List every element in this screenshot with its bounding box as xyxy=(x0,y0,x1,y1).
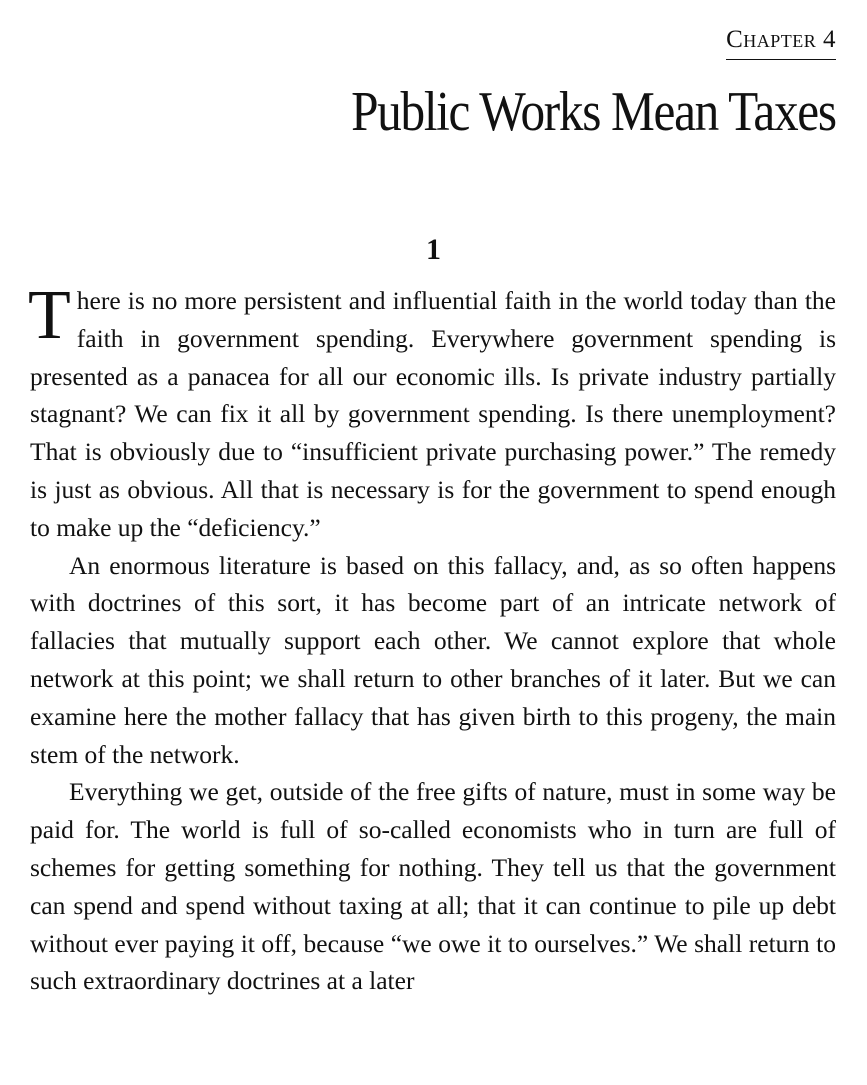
paragraph-2: An enormous literature is based on this fallacy, and, as so often happens with doctrines of this sort, it has become part of an intricate network of fallacies that mutually support each other. We cannot explore that whole network at this point; we shall return to other branches of it later. But we can examine here the mother fallacy that has given birth to this progeny, the main stem of the network. xyxy=(30,550,836,769)
chapter-label: Chapter 4 xyxy=(726,24,836,60)
body-text xyxy=(28,277,836,1000)
drop-cap: T xyxy=(28,277,71,354)
chapter-title: Public Works Mean Taxes xyxy=(351,81,836,143)
paragraph-3: Everything we get, outside of the free gifts of nature, must in some way be paid for. The world is full of so-called economists who in turn are full of schemes for getting something for nothing. They tell us that the government can spend and spend without taxing at all; that it can continue to pile up debt without ever paying it off, because “we owe it to ourselves.” We shall return to such extraordinary doctrines at a later xyxy=(30,777,836,996)
paragraph-1-text: here is no more persistent and influential faith in the world today than the faith in government spending. Everywhere government spending is presented as a panacea for all our economic ills. Is private industry partially stagnant? We can fix it all by government spending. Is there unemployment? That is obviously due to “insufficient private purchasing power.” The remedy is just as obvious. All that is necessary is for the government to spend enough to make up the “deficiency.” xyxy=(30,286,836,542)
paragraph-1 xyxy=(28,277,836,547)
section-number: 1 xyxy=(426,233,441,266)
